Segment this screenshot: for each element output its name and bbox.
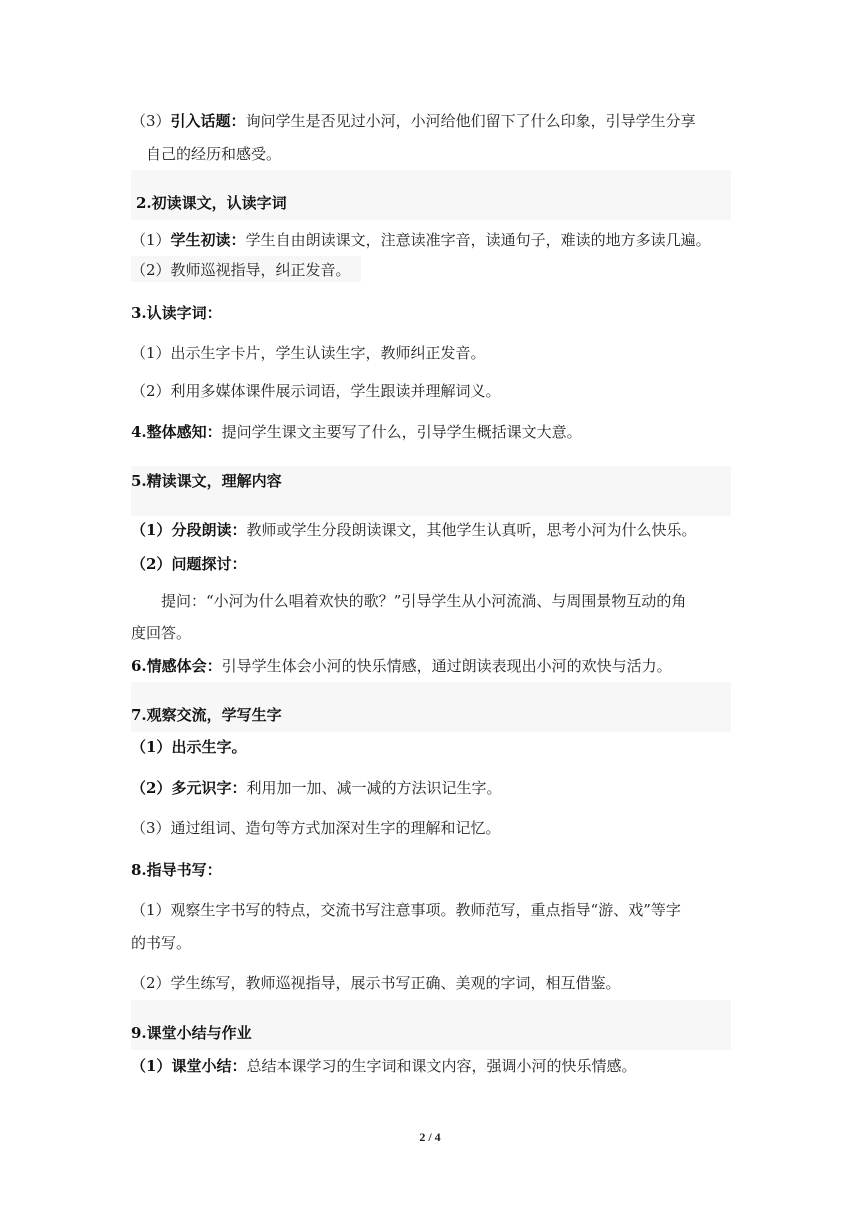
item-text: 教师或学生分段朗读课文，其他学生认真听，思考小河为什么快乐。 (246, 521, 697, 539)
item-number: （1） (131, 521, 172, 539)
paragraph (131, 655, 731, 677)
paragraph (131, 421, 731, 443)
item-number: （1） (131, 1057, 172, 1075)
item-text: 提问学生课文主要写了什么，引导学生概括课文大意。 (221, 423, 582, 441)
item-label: 课堂小结： (171, 1057, 247, 1075)
item-number: （2） (131, 555, 172, 573)
item-label: 6.情感体会： (131, 657, 222, 675)
paragraph: （2）教师巡视指导，纠正发音。 (131, 261, 351, 279)
paragraph: （3）通过组词、造句等方式加深对生字的理解和记忆。 (131, 819, 501, 837)
paragraph: （1）出示生字卡片，学生认读生字，教师纠正发音。 (131, 344, 486, 362)
paragraph-continuation: 的书写。 (131, 934, 192, 952)
paragraph (131, 229, 731, 251)
paragraph-continuation: 度回答。 (131, 624, 192, 642)
paragraph (131, 110, 731, 132)
item-label: 引入话题： (170, 112, 246, 130)
paragraph (131, 777, 731, 799)
section-heading: 8.指导书写： (131, 861, 222, 879)
paragraph-continuation: 自己的经历和感受。 (146, 145, 282, 163)
paragraph: （1）观察生字书写的特点，交流书写注意事项。教师范写，重点指导“游、戏”等字 (131, 901, 681, 919)
item-number: （1） (131, 231, 171, 249)
item-label: 分段朗读： (171, 521, 247, 539)
item-text: 总结本课学习的生字词和课文内容，强调小河的快乐情感。 (246, 1057, 637, 1075)
item-number: （3） (131, 112, 171, 130)
paragraph (131, 519, 731, 541)
section-heading: 2.初读课文，认读字词 (136, 194, 287, 212)
page-number: 2 / 4 (419, 1130, 441, 1144)
paragraph: （2）学生练写，教师巡视指导，展示书写正确、美观的字词，相互借鉴。 (131, 974, 621, 992)
paragraph: 提问：“小河为什么唱着欢快的歌？”引导学生从小河流淌、与周围景物互动的角 (161, 592, 687, 610)
item-label: 出示生字。 (171, 738, 247, 756)
section-heading: 5.精读课文，理解内容 (131, 472, 282, 490)
item-text: 询问学生是否见过小河，小河给他们留下了什么印象，引导学生分享 (245, 112, 696, 130)
section-heading: 3.认读字词： (131, 304, 222, 322)
item-number: （2） (131, 779, 172, 797)
item-number: （1） (131, 738, 172, 756)
paragraph (131, 553, 731, 575)
item-label: 多元识字： (171, 779, 247, 797)
item-text: 学生自由朗读课文，注意读准字音，读通句子，难读的地方多读几遍。 (245, 231, 711, 249)
paragraph: （2）利用多媒体课件展示词语，学生跟读并理解词义。 (131, 382, 501, 400)
item-label: 问题探讨： (171, 555, 247, 573)
paragraph (131, 1055, 731, 1077)
paragraph (131, 736, 731, 758)
item-label: 4.整体感知： (131, 423, 222, 441)
section-heading: 9.课堂小结与作业 (131, 1024, 252, 1042)
item-text: 利用加一加、减一减的方法识记生字。 (246, 779, 502, 797)
item-label: 学生初读： (170, 231, 246, 249)
item-text: 引导学生体会小河的快乐情感，通过朗读表现出小河的欢快与活力。 (221, 657, 672, 675)
section-heading: 7.观察交流，学写生字 (131, 706, 282, 724)
